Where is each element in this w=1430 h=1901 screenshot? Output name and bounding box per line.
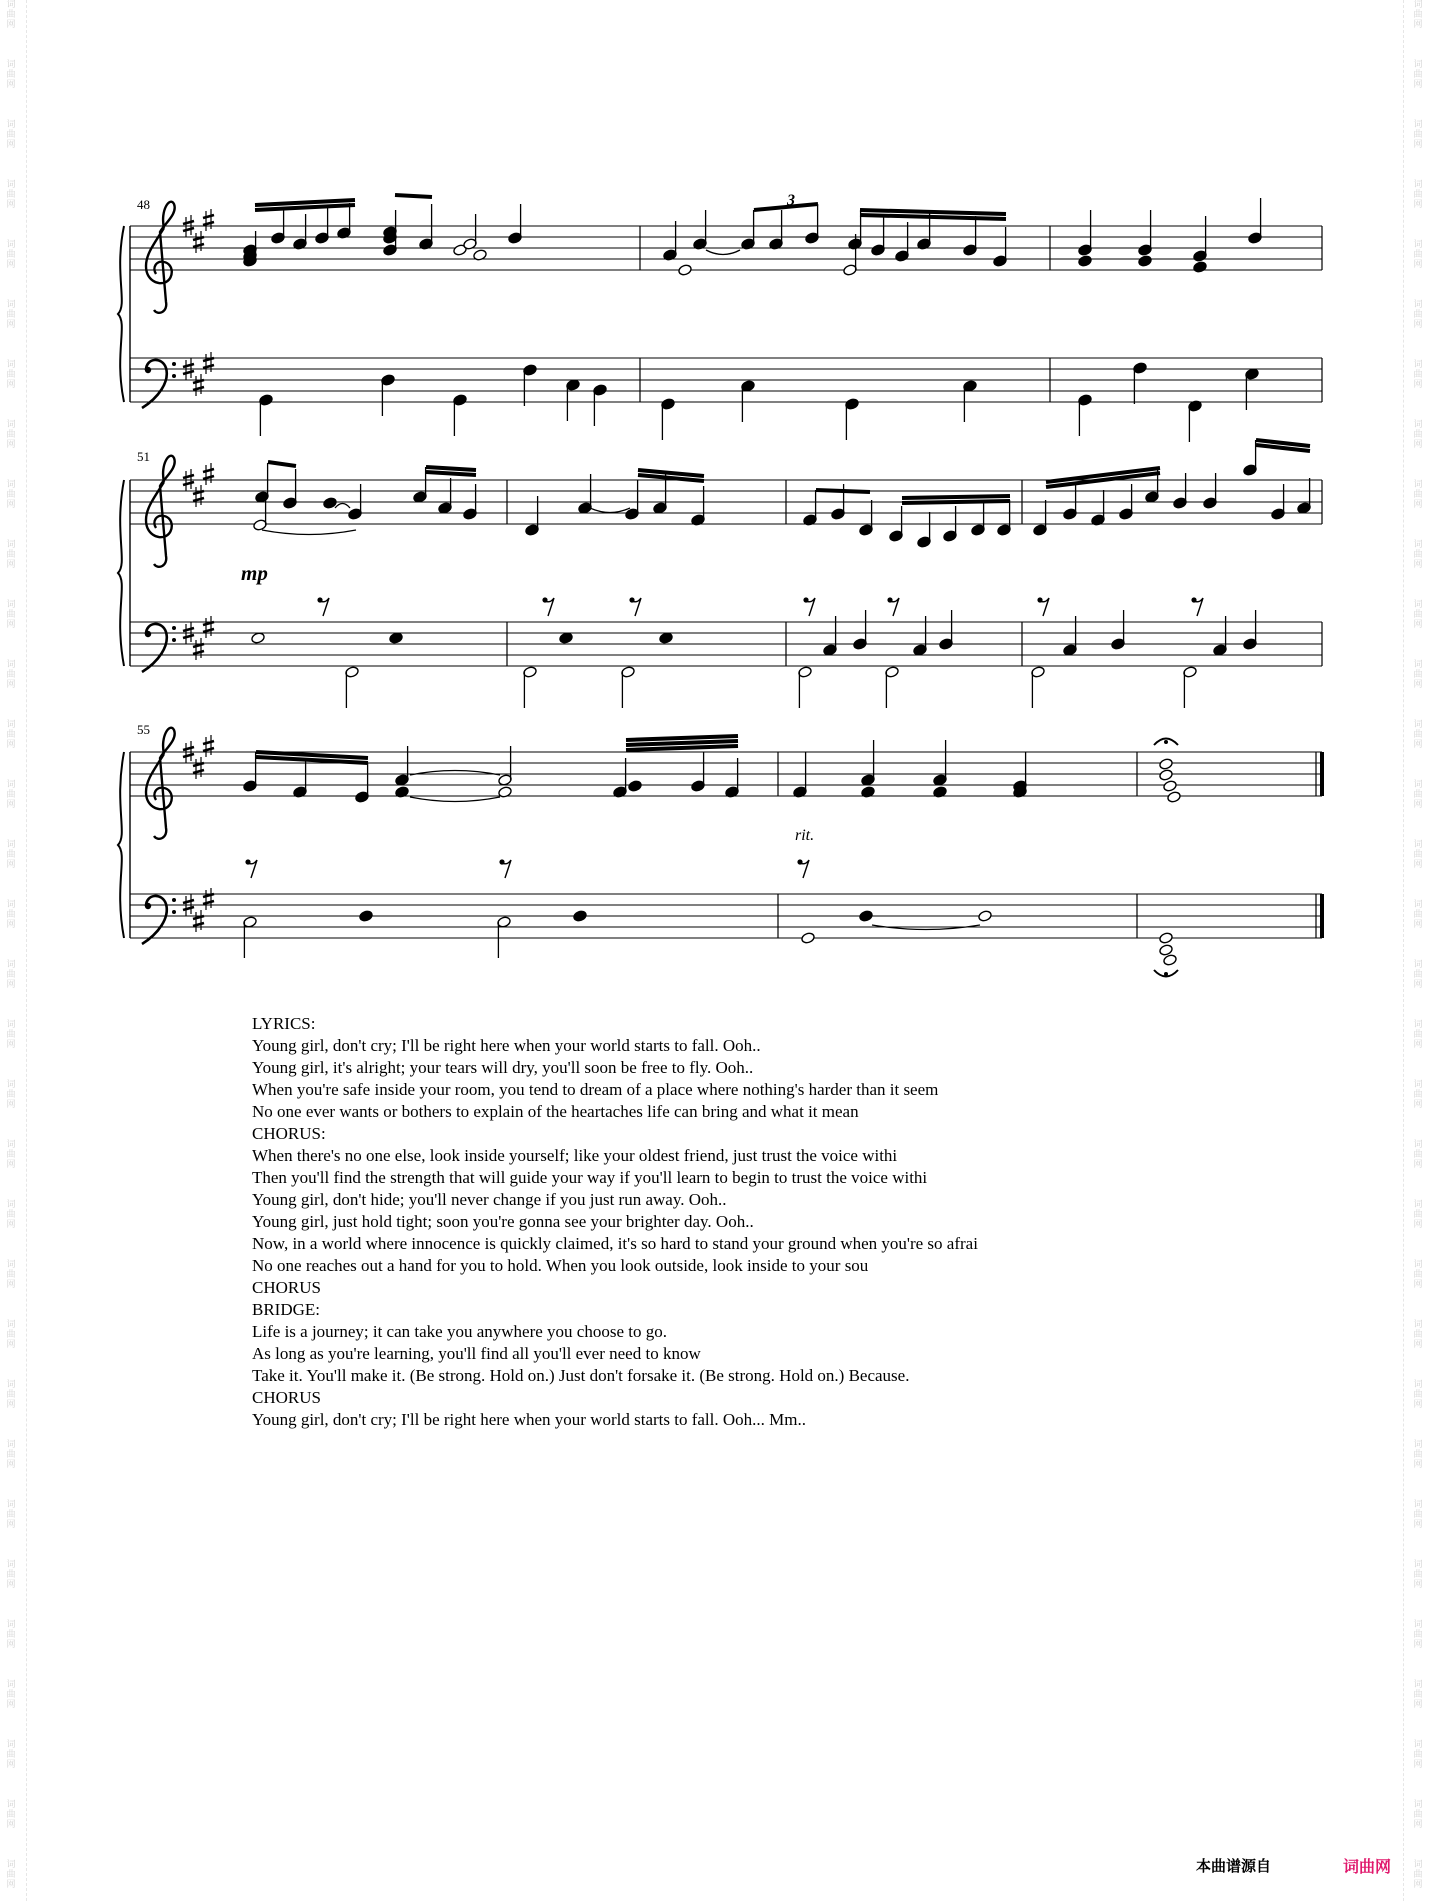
watermark-text: 词 曲 网	[1413, 1020, 1423, 1050]
lyrics-line: Take it. You'll make it. (Be strong. Hold on.) Just don't forsake it. (Be strong. Hold on.) Because.	[252, 1366, 910, 1385]
system-measures-48-50	[118, 195, 1322, 442]
watermark-text: 词 曲 网	[6, 1860, 16, 1890]
watermark-text: 词 曲 网	[6, 1380, 16, 1410]
note-head	[1167, 791, 1182, 804]
eighth-rest	[1037, 597, 1049, 616]
watermark-text: 词 曲 网	[6, 1260, 16, 1290]
watermark-text: 词 曲 网	[1413, 1500, 1423, 1530]
watermark-text: 词 曲 网	[1413, 1800, 1423, 1830]
lyrics-line: When there's no one else, look inside yourself; like your oldest friend, just trust the voice withi	[252, 1146, 898, 1165]
watermark-text: 词 曲 网	[6, 480, 16, 510]
sharp-sign	[203, 888, 214, 910]
watermark-text: 词 曲 网	[1413, 1680, 1423, 1710]
watermark-text: 词 曲 网	[6, 1560, 16, 1590]
sharp-sign	[193, 231, 204, 253]
note-beam	[860, 210, 1006, 214]
system-measures-55-57	[118, 728, 1322, 977]
note-beam	[268, 462, 296, 466]
lyrics-line: Young girl, don't hide; you'll never change if you just run away. Ooh..	[252, 1190, 727, 1209]
tempo-mark: rit.	[795, 827, 815, 844]
note-beam	[626, 741, 738, 745]
site-logo-text[interactable]: 词曲网	[1343, 1857, 1392, 1876]
watermark-text: 词 曲 网	[1413, 660, 1423, 690]
watermark-text: 词 曲 网	[6, 1800, 16, 1830]
brace	[118, 226, 124, 402]
note-beam	[902, 501, 1010, 503]
watermark-text: 词 曲 网	[1413, 900, 1423, 930]
note-beam	[426, 472, 476, 475]
note-head	[1163, 780, 1178, 793]
watermark-text: 词 曲 网	[6, 1740, 16, 1770]
tie	[335, 504, 350, 509]
watermark-text: 词 曲 网	[6, 420, 16, 450]
sharp-sign	[203, 616, 214, 638]
watermark-text: 词 曲 网	[6, 1680, 16, 1710]
tie	[706, 250, 740, 255]
watermark-text: 词 曲 网	[6, 300, 16, 330]
triplet-mark: 3	[787, 192, 795, 209]
watermark-text: 词 曲 网	[6, 1140, 16, 1170]
watermark-text: 词 曲 网	[1413, 1860, 1423, 1890]
source-label: 本曲谱源自	[1196, 1857, 1272, 1875]
note-beam	[902, 496, 1010, 498]
note-head	[1163, 954, 1178, 967]
watermark-text: 词 曲 网	[1413, 1080, 1423, 1110]
watermark-text: 词 曲 网	[1413, 360, 1423, 390]
watermark-text: 词 曲 网	[1413, 1620, 1423, 1650]
eighth-rest	[499, 859, 511, 878]
watermark-text: 词 曲 网	[6, 840, 16, 870]
watermark-text: 词 曲 网	[1413, 600, 1423, 630]
eighth-rest	[542, 597, 554, 616]
brace	[118, 480, 124, 666]
lyrics-line: Now, in a world where innocence is quickly claimed, it's so hard to stand your ground when you're so afrai	[252, 1234, 978, 1253]
lyrics-line: CHORUS:	[252, 1124, 326, 1143]
watermark-text: 词 曲 网	[1413, 240, 1423, 270]
treble-clef	[146, 202, 175, 313]
tie	[262, 530, 356, 535]
lyrics-line: When you're safe inside your room, you tend to dream of a place where nothing's harder than it seem	[252, 1080, 939, 1099]
note-head	[1159, 932, 1174, 945]
note-head	[573, 910, 588, 923]
note-head	[659, 632, 674, 645]
watermark-text: 词 曲 网	[1413, 180, 1423, 210]
watermark-text: 词 曲 网	[1413, 1380, 1423, 1410]
note-head	[1138, 255, 1153, 268]
lyrics-line: CHORUS	[252, 1278, 321, 1297]
watermark-text: 词 曲 网	[6, 1620, 16, 1650]
watermark-text: 词 曲 网	[6, 900, 16, 930]
sharp-sign	[203, 352, 214, 374]
watermark-text: 词 曲 网	[1413, 1140, 1423, 1170]
eighth-rest	[317, 597, 329, 616]
lyrics-line: As long as you're learning, you'll find all you'll ever need to know	[252, 1344, 701, 1363]
watermark-text: 词 曲 网	[6, 360, 16, 390]
note-beam	[754, 204, 818, 210]
watermark-text: 词 曲 网	[6, 960, 16, 990]
watermark-text: 词 曲 网	[1413, 300, 1423, 330]
watermark-text: 词 曲 网	[6, 120, 16, 150]
watermark-text: 词 曲 网	[1413, 1320, 1423, 1350]
note-beam	[426, 467, 476, 470]
watermark-text: 词 曲 网	[1413, 840, 1423, 870]
watermark-text: 词 曲 网	[1413, 720, 1423, 750]
watermark-text: 词 曲 网	[1413, 1560, 1423, 1590]
note-head	[859, 910, 874, 923]
note-head	[359, 910, 374, 923]
eighth-rest	[797, 859, 809, 878]
watermark-text: 词 曲 网	[1413, 1200, 1423, 1230]
note-beam	[626, 736, 738, 740]
sharp-sign	[193, 638, 204, 660]
sharp-sign	[193, 910, 204, 932]
lyrics-line: Young girl, it's alright; your tears will dry, you'll soon be free to fly. Ooh..	[252, 1058, 754, 1077]
watermark-text: 词 曲 网	[6, 1020, 16, 1050]
watermark-text: 词 曲 网	[1413, 0, 1423, 30]
watermark-text: 词 曲 网	[1413, 960, 1423, 990]
tie	[410, 797, 500, 802]
lyrics-line: No one reaches out a hand for you to hold. When you look outside, look inside to your sou	[252, 1256, 869, 1275]
watermark-text: 词 曲 网	[1413, 60, 1423, 90]
bass-clef	[142, 896, 176, 944]
measure-number-55: 55	[137, 722, 150, 737]
watermark-text: 词 曲 网	[6, 1200, 16, 1230]
watermark-text: 词 曲 网	[1413, 1440, 1423, 1470]
lyrics-line: Young girl, don't cry; I'll be right here when your world starts to fall. Ooh... Mm..	[252, 1410, 806, 1429]
watermark-text: 词 曲 网	[6, 1080, 16, 1110]
bass-clef	[142, 360, 176, 408]
lyrics-line: Life is a journey; it can take you anywhere you choose to go.	[252, 1322, 667, 1341]
fermata-dot	[1164, 972, 1168, 976]
dynamic-mark: mp	[241, 561, 268, 585]
watermark-text: 词 曲 网	[6, 60, 16, 90]
note-beam	[395, 195, 432, 197]
watermark-text: 词 曲 网	[1413, 1260, 1423, 1290]
eighth-rest	[803, 597, 815, 616]
note-head	[389, 632, 404, 645]
watermark-text: 词 曲 网	[6, 180, 16, 210]
note-beam	[626, 746, 738, 750]
watermark-text: 词 曲 网	[1413, 780, 1423, 810]
note-head	[1078, 255, 1093, 268]
system-measures-51-54	[118, 440, 1322, 708]
note-head	[1159, 944, 1174, 957]
watermark-text: 词 曲 网	[1413, 540, 1423, 570]
eighth-rest	[887, 597, 899, 616]
note-head	[801, 932, 816, 945]
treble-clef	[146, 456, 175, 567]
sharp-sign	[193, 485, 204, 507]
note-beam	[816, 490, 870, 492]
watermark-text: 词 曲 网	[6, 1500, 16, 1530]
eighth-rest	[245, 859, 257, 878]
watermark-text: 词 曲 网	[6, 240, 16, 270]
eighth-rest	[1191, 597, 1203, 616]
watermark-text: 词 曲 网	[6, 540, 16, 570]
bass-clef	[142, 624, 176, 672]
note-beam	[860, 215, 1006, 219]
note-head	[1159, 758, 1174, 771]
watermark-text: 词 曲 网	[6, 1440, 16, 1470]
note-head	[559, 632, 574, 645]
note-head	[678, 264, 693, 277]
tie	[590, 508, 630, 513]
sharp-sign	[203, 735, 214, 757]
measure-number-51: 51	[137, 449, 150, 464]
watermark-text: 词 曲 网	[1413, 120, 1423, 150]
brace	[118, 752, 124, 938]
lyrics-line: No one ever wants or bothers to explain of the heartaches life can bring and what it mean	[252, 1102, 859, 1121]
sharp-sign	[193, 374, 204, 396]
eighth-rest	[629, 597, 641, 616]
lyrics-line: LYRICS:	[252, 1014, 316, 1033]
lyrics-line: BRIDGE:	[252, 1300, 320, 1319]
treble-clef	[146, 728, 175, 839]
note-head	[628, 780, 643, 793]
lyrics-line: Then you'll find the strength that will guide your way if you'll learn to begin to trust the voice withi	[252, 1168, 928, 1187]
watermark-text: 词 曲 网	[6, 720, 16, 750]
note-head	[1159, 769, 1174, 782]
sharp-sign	[203, 463, 214, 485]
measure-number-48: 48	[137, 197, 150, 212]
watermark-text: 词 曲 网	[1413, 420, 1423, 450]
watermark-text: 词 曲 网	[6, 0, 16, 30]
lyrics-line: CHORUS	[252, 1388, 321, 1407]
sharp-sign	[193, 757, 204, 779]
note-head	[251, 632, 266, 645]
watermark-text: 词 曲 网	[6, 1320, 16, 1350]
watermark-text: 词 曲 网	[6, 780, 16, 810]
watermark-text: 词 曲 网	[6, 660, 16, 690]
lyrics-block	[252, 1013, 1212, 1431]
lyrics-line: Young girl, don't cry; I'll be right here when your world starts to fall. Ooh..	[252, 1036, 761, 1055]
note-head	[1193, 261, 1208, 274]
sharp-sign	[203, 209, 214, 231]
fermata-dot	[1164, 740, 1168, 744]
lyrics-line: Young girl, just hold tight; soon you're gonna see your brighter day. Ooh..	[252, 1212, 754, 1231]
watermark-text: 词 曲 网	[1413, 1740, 1423, 1770]
watermark-text: 词 曲 网	[1413, 480, 1423, 510]
note-head	[978, 910, 993, 923]
watermark-text: 词 曲 网	[6, 600, 16, 630]
